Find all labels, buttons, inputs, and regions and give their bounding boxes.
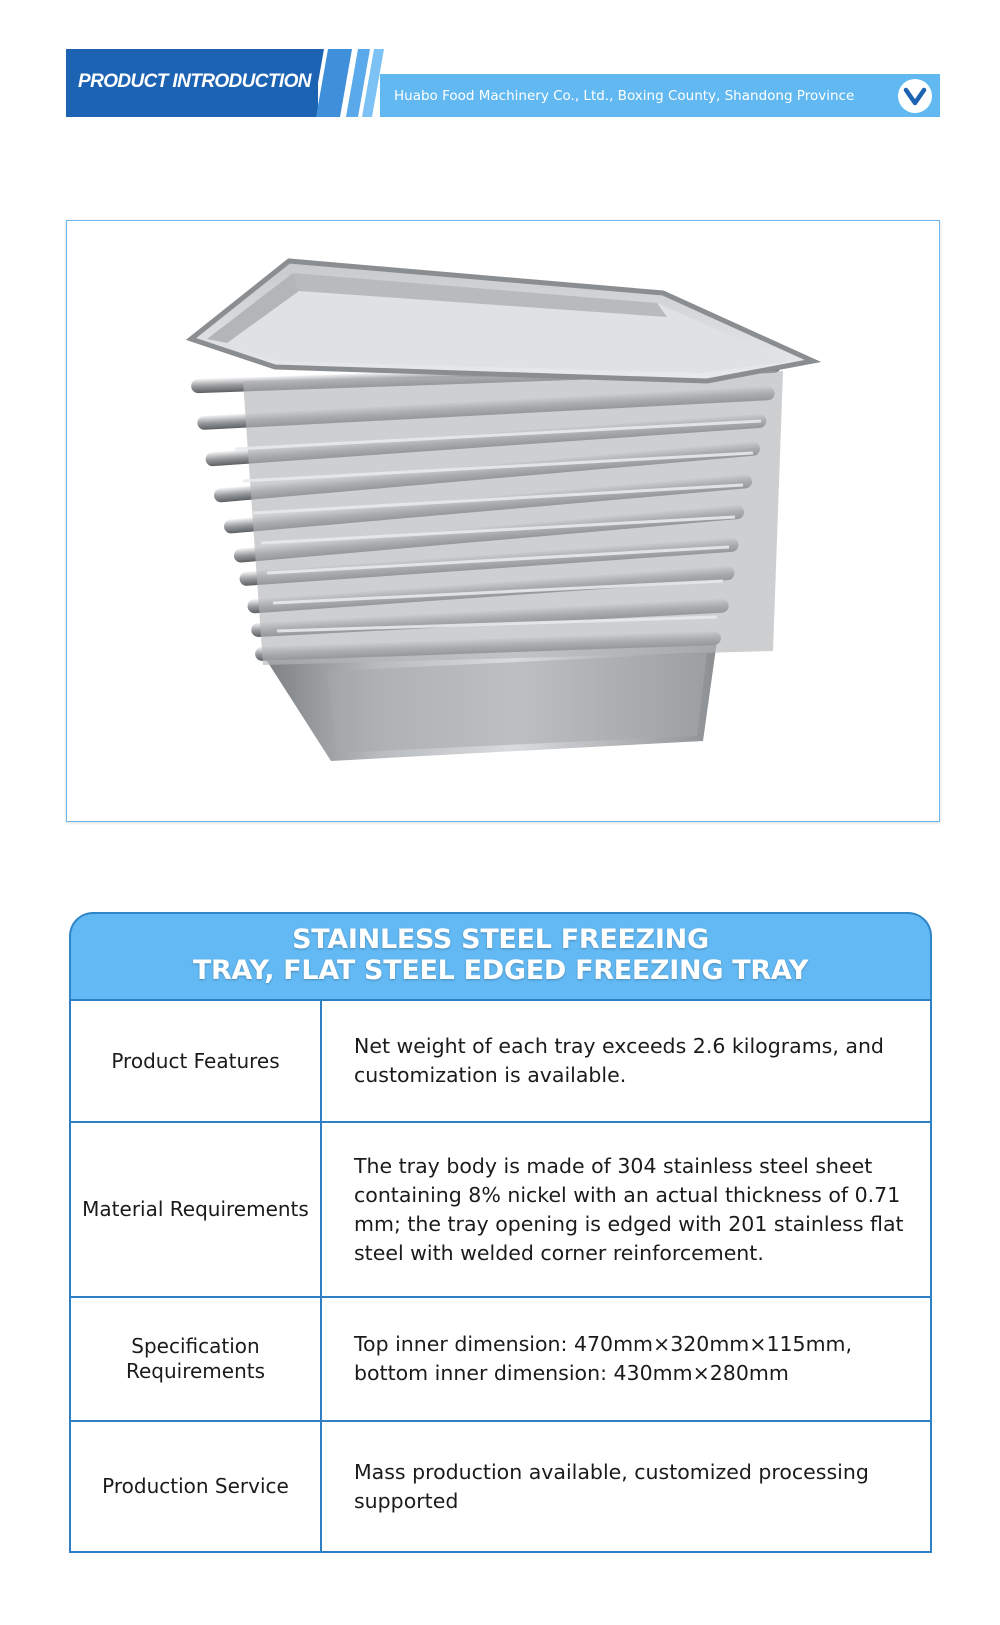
spec-title-line-2: TRAY, FLAT STEEL EDGED FREEZING TRAY <box>192 955 809 986</box>
page-section-title: PRODUCT INTRODUCTION <box>78 71 311 92</box>
spec-table <box>69 999 932 1553</box>
row-label: Product Features <box>70 1000 321 1122</box>
table-row <box>70 1000 931 1122</box>
spec-table-section <box>69 912 932 1554</box>
table-row <box>70 1421 931 1552</box>
spec-table-header <box>69 912 932 1001</box>
row-value: Top inner dimension: 470mm×320mm×115mm, bottom inner dimension: 430mm×280mm <box>321 1297 931 1421</box>
spec-table-title <box>71 924 930 986</box>
table-row <box>70 1122 931 1297</box>
product-photo <box>66 220 940 822</box>
header-banner <box>66 49 940 117</box>
spec-title-line-1: STAINLESS STEEL FREEZING <box>292 924 709 955</box>
row-value: The tray body is made of 304 stainless steel sheet containing 8% nickel with an actual thickness of 0.71 mm; the tray opening is edged with 201 stainless flat steel with welded corner reinforcement. <box>321 1122 931 1297</box>
stacked-trays-image <box>67 221 939 821</box>
header-dropdown-button[interactable] <box>898 79 932 113</box>
table-row <box>70 1297 931 1421</box>
row-label: Specification Requirements <box>70 1297 321 1421</box>
row-label: Material Requirements <box>70 1122 321 1297</box>
row-value: Mass production available, customized processing supported <box>321 1421 931 1552</box>
row-value: Net weight of each tray exceeds 2.6 kilograms, and customization is available. <box>321 1000 931 1122</box>
company-subtitle: Huabo Food Machinery Co., Ltd., Boxing County, Shandong Province <box>394 88 855 104</box>
chevron-down-icon <box>898 79 932 113</box>
row-label: Production Service <box>70 1421 321 1552</box>
